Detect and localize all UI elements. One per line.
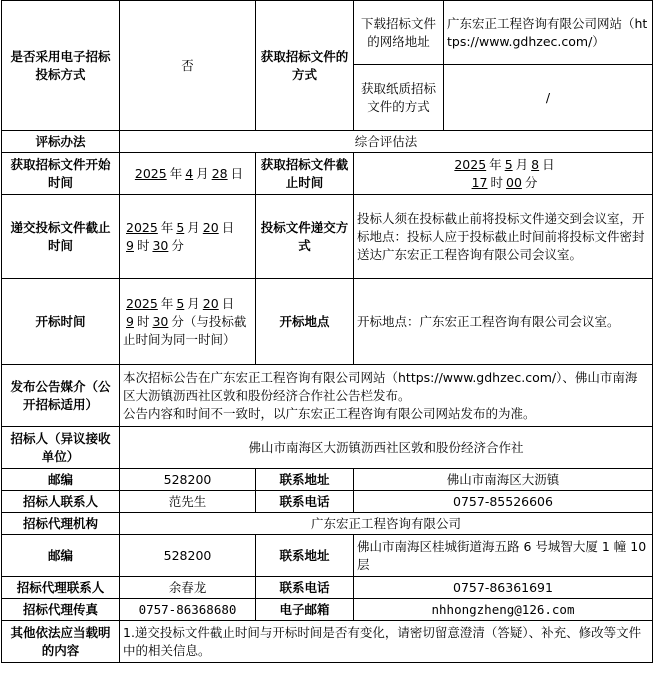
agency-phone-label: 联系电话 bbox=[256, 577, 354, 599]
row-agency bbox=[2, 513, 653, 535]
open-time-note: （与投标截止时间为同一时间） bbox=[123, 313, 247, 347]
agency-label: 招标代理机构 bbox=[2, 513, 120, 535]
open-time-value: 2025 年 5 月 20 日 9 时 30 分（与投标截止时间为同一时间） bbox=[120, 279, 256, 365]
media-line-1: 本次招标公告在广东宏正工程咨询有限公司网站（https://www.gdhzec.com/）、佛山市南海区大沥镇沥西社区敦和股份经济合作社公告栏发布。 bbox=[123, 369, 638, 403]
tenderer-zip-label: 邮编 bbox=[2, 469, 120, 491]
row-tenderer-person bbox=[2, 491, 653, 513]
obtain-end-minute: 00 bbox=[506, 174, 522, 190]
row-agency-fax bbox=[2, 599, 653, 621]
obtain-start-year: 2025 bbox=[134, 165, 167, 181]
agency-fax-value: 0757-86368680 bbox=[120, 599, 256, 621]
download-address-label: 下载招标文件的网络地址 bbox=[354, 1, 444, 65]
tenderer-value: 佛山市南海区大沥镇沥西社区敦和股份经济合作社 bbox=[120, 427, 653, 469]
obtain-end-month: 5 bbox=[504, 156, 513, 172]
media-label: 发布公告媒介（公开招标适用） bbox=[2, 365, 120, 427]
agency-contact-label: 招标代理联系人 bbox=[2, 577, 120, 599]
agency-contact-value: 余春龙 bbox=[120, 577, 256, 599]
tenderer-phone-value: 0757-85526606 bbox=[354, 491, 653, 513]
open-place-value: 开标地点：广东宏正工程咨询有限公司会议室。 bbox=[354, 279, 653, 365]
obtain-start-day: 28 bbox=[211, 165, 228, 181]
obtain-end-hour: 17 bbox=[471, 174, 488, 190]
row-tenderer-zip bbox=[2, 469, 653, 491]
row-submit bbox=[2, 195, 653, 279]
paper-method-value: / bbox=[444, 65, 653, 131]
electronic-bidding-label: 是否采用电子招标投标方式 bbox=[2, 1, 120, 131]
electronic-bidding-value: 否 bbox=[120, 1, 256, 131]
agency-address-label: 联系地址 bbox=[256, 535, 354, 577]
row-eval bbox=[2, 131, 653, 153]
agency-value: 广东宏正工程咨询有限公司 bbox=[120, 513, 653, 535]
obtain-start-label: 获取招标文件开始时间 bbox=[2, 153, 120, 195]
agency-address-value: 佛山市南海区桂城街道海五路 6 号城智大厦 1 幢 10 层 bbox=[354, 535, 653, 577]
obtain-start-value: 2025 年 4 月 28 日 bbox=[120, 153, 256, 195]
paper-method-label: 获取纸质招标文件的方式 bbox=[354, 65, 444, 131]
obtain-end-year: 2025 bbox=[454, 156, 487, 172]
agency-phone-value: 0757-86361691 bbox=[354, 577, 653, 599]
row-obtain-time bbox=[2, 153, 653, 195]
row-download bbox=[2, 1, 653, 65]
obtain-end-label: 获取招标文件截止时间 bbox=[256, 153, 354, 195]
row-other bbox=[2, 621, 653, 663]
tender-info-table bbox=[1, 0, 653, 663]
other-content-label: 其他依法应当载明的内容 bbox=[2, 621, 120, 663]
row-agency-person bbox=[2, 577, 653, 599]
tenderer-contact-value: 范先生 bbox=[120, 491, 256, 513]
tenderer-label: 招标人（异议接收单位） bbox=[2, 427, 120, 469]
submit-deadline-label: 递交投标文件截止时间 bbox=[2, 195, 120, 279]
submit-method-value: 投标人须在投标截止前将投标文件递交到会议室，开标地点：投标人应于投标截止时间前将投标文件密封送达广东宏正工程咨询有限公司会议室。 bbox=[354, 195, 653, 279]
row-open bbox=[2, 279, 653, 365]
obtain-end-value: 2025 年 5 月 8 日 17 时 00 分 bbox=[354, 153, 653, 195]
tenderer-address-label: 联系地址 bbox=[256, 469, 354, 491]
tenderer-address-value: 佛山市南海区大沥镇 bbox=[354, 469, 653, 491]
agency-email-value: nhhongzheng@126.com bbox=[354, 599, 653, 621]
tenderer-phone-label: 联系电话 bbox=[256, 491, 354, 513]
row-agency-zip bbox=[2, 535, 653, 577]
obtain-end-day: 8 bbox=[531, 156, 540, 172]
obtain-start-month: 4 bbox=[185, 165, 194, 181]
open-time-label: 开标时间 bbox=[2, 279, 120, 365]
agency-fax-label: 招标代理传真 bbox=[2, 599, 120, 621]
other-content-value: 1.递交投标文件截止时间与开标时间是否有变化，请密切留意澄清（答疑）、补充、修改等文件中的相关信息。 bbox=[120, 621, 653, 663]
submit-method-label: 投标文件递交方式 bbox=[256, 195, 354, 279]
agency-zip-value: 528200 bbox=[120, 535, 256, 577]
row-media bbox=[2, 365, 653, 427]
media-value bbox=[120, 365, 653, 427]
submit-deadline-value: 2025 年 5 月 20 日 9 时 30 分 bbox=[120, 195, 256, 279]
agency-email-label: 电子邮箱 bbox=[256, 599, 354, 621]
download-address-value: 广东宏正工程咨询有限公司网站（https://www.gdhzec.com/） bbox=[444, 1, 653, 65]
tenderer-contact-label: 招标人联系人 bbox=[2, 491, 120, 513]
tenderer-zip-value: 528200 bbox=[120, 469, 256, 491]
eval-method-value: 综合评估法 bbox=[120, 131, 653, 153]
obtain-method-label: 获取招标文件的方式 bbox=[256, 1, 354, 131]
media-line-2: 公告内容和时间不一致时，以广东宏正工程咨询有限公司网站发布的为准。 bbox=[123, 405, 536, 421]
row-tenderer bbox=[2, 427, 653, 469]
agency-zip-label: 邮编 bbox=[2, 535, 120, 577]
eval-method-label: 评标办法 bbox=[2, 131, 120, 153]
open-place-label: 开标地点 bbox=[256, 279, 354, 365]
